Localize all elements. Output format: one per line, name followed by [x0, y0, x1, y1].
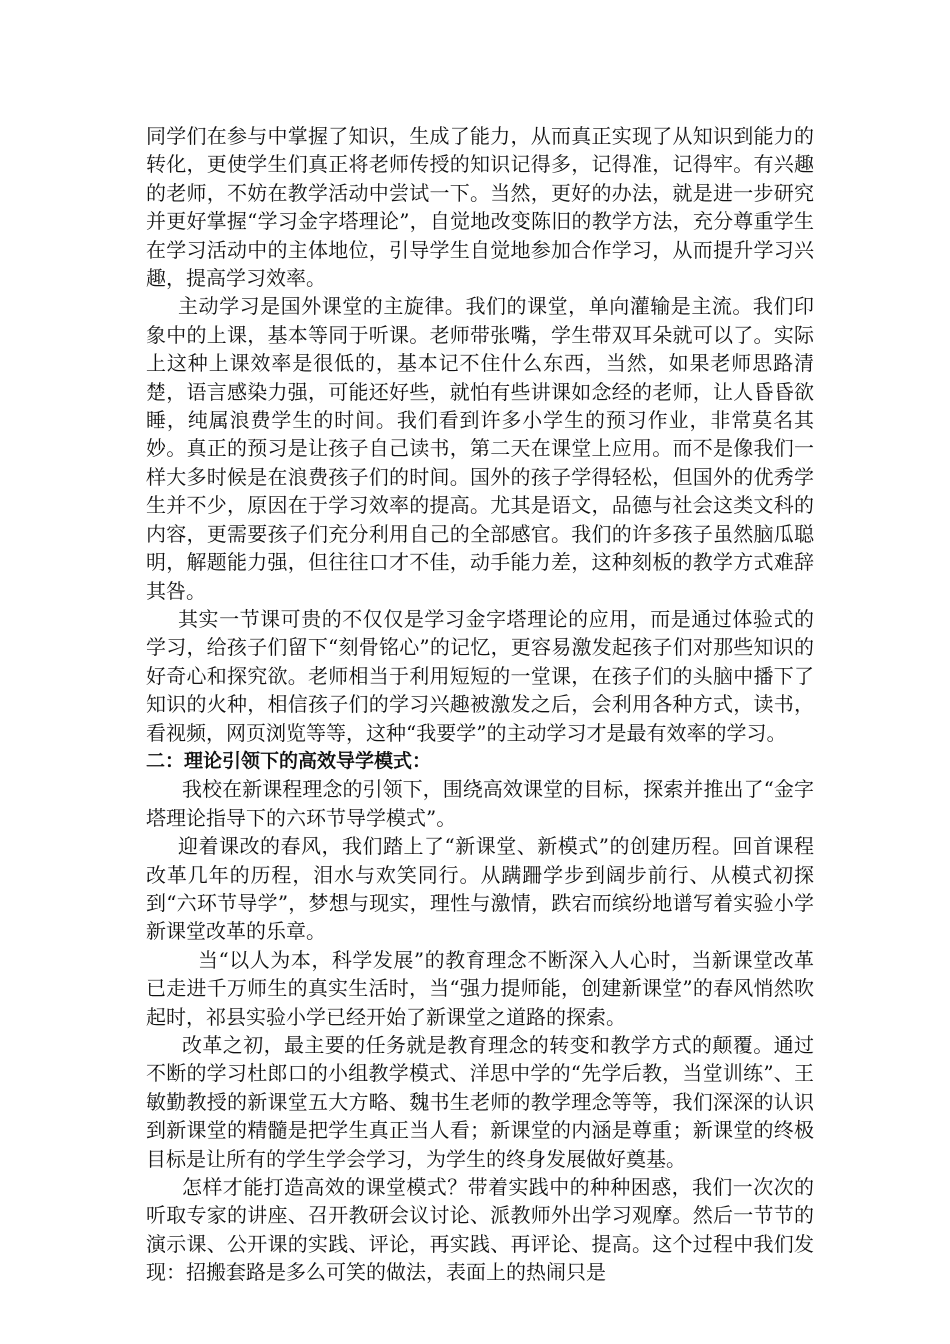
- section-heading: 二：理论引领下的高效导学模式：: [146, 749, 432, 772]
- paragraph-7: 改革之初，最主要的任务就是教育理念的转变和教学方式的颠覆。通过不断的学习杜郎口的小组教学模式、洋思中学的“先学后教，当堂训练”、王敏勤教授的新课堂五大方略、魏书生老师的教学理念等等，我们深深的认识到新课堂的精髓是把学生真正当人看；新课堂的内涵是尊重；新课堂的终极目标是让所有的学生学会学习，为学生的终身发展做好奠基。: [146, 1033, 814, 1171]
- paragraph-1: 同学们在参与中掌握了知识，生成了能力，从而真正实现了从知识到能力的转化，更使学生们真正将老师传授的知识记得多，记得准，记得牢。有兴趣的老师，不妨在教学活动中尝试一下。当然，更好的办法，就是进一步研究并更好掌握“学习金字塔理论”，自觉地改变陈旧的教学方法，充分尊重学生在学习活动中的主体地位，引导学生自觉地参加合作学习，从而提升学习兴趣，提高学习效率。: [146, 124, 814, 291]
- paragraph-5: 迎着课改的春风，我们踏上了“新课堂、新模式”的创建历程。回首课程改革几年的历程，泪水与欢笑同行。从蹒跚学步到阔步前行、从模式初探到“六环节导学”，梦想与现实，理性与激情，跌宕而缤纷地谱写着实验小学新课堂改革的乐章。: [146, 834, 814, 944]
- paragraph-2: 主动学习是国外课堂的主旋律。我们的课堂，单向灌输是主流。我们印象中的上课，基本等同于听课。老师带张嘴，学生带双耳朵就可以了。实际上这种上课效率是很低的，基本记不住什么东西，当然，如果老师思路清楚，语言感染力强，可能还好些，就怕有些讲课如念经的老师，让人昏昏欲睡，纯属浪费学生的时间。我们看到许多小学生的预习作业，非常莫名其妙。真正的预习是让孩子自己读书，第二天在课堂上应用。而不是像我们一样大多时候是在浪费孩子们的时间。国外的孩子学得轻松，但国外的优秀学生并不少，原因在于学习效率的提高。尤其是语文，品德与社会这类文科的内容，更需要孩子们充分利用自己的全部感官。我们的许多孩子虽然脑瓜聪明，解题能力强，但往往口才不佳，动手能力差，这种刻板的教学方式难辞其咎。: [146, 294, 814, 603]
- paragraph-6: 当“以人为本，科学发展”的教育理念不断深入人心时，当新课堂改革已走进千万师生的真实生活时，当“强力提师能，创建新课堂”的春风悄然吹起时，祁县实验小学已经开始了新课堂之道路的探索。: [146, 947, 814, 1029]
- document-page: [146, 122, 814, 1287]
- paragraph-8: 怎样才能打造高效的课堂模式？带着实践中的种种困惑，我们一次次的听取专家的讲座、召开教研会议讨论、派教师外出学习观摩。然后一节节的演示课、公开课的实践、评论，再实践、再评论、提高。这个过程中我们发现：招搬套路是多么可笑的做法，表面上的热闹只是: [146, 1175, 814, 1285]
- paragraph-4: 我校在新课程理念的引领下，围绕高效课堂的目标，探索并推出了“金字塔理论指导下的六环节导学模式”。: [146, 777, 814, 830]
- paragraph-3: 其实一节课可贵的不仅仅是学习金字塔理论的应用，而是通过体验式的学习，给孩子们留下“刻骨铭心”的记忆，更容易激发起孩子们对那些知识的好奇心和探究欲。老师相当于利用短短的一堂课，在孩子们的头脑中播下了知识的火种，相信孩子们的学习兴趣被激发之后，会利用各种方式，读书，看视频，网页浏览等等，这种“我要学”的主动学习才是最有效率的学习。: [146, 606, 814, 745]
